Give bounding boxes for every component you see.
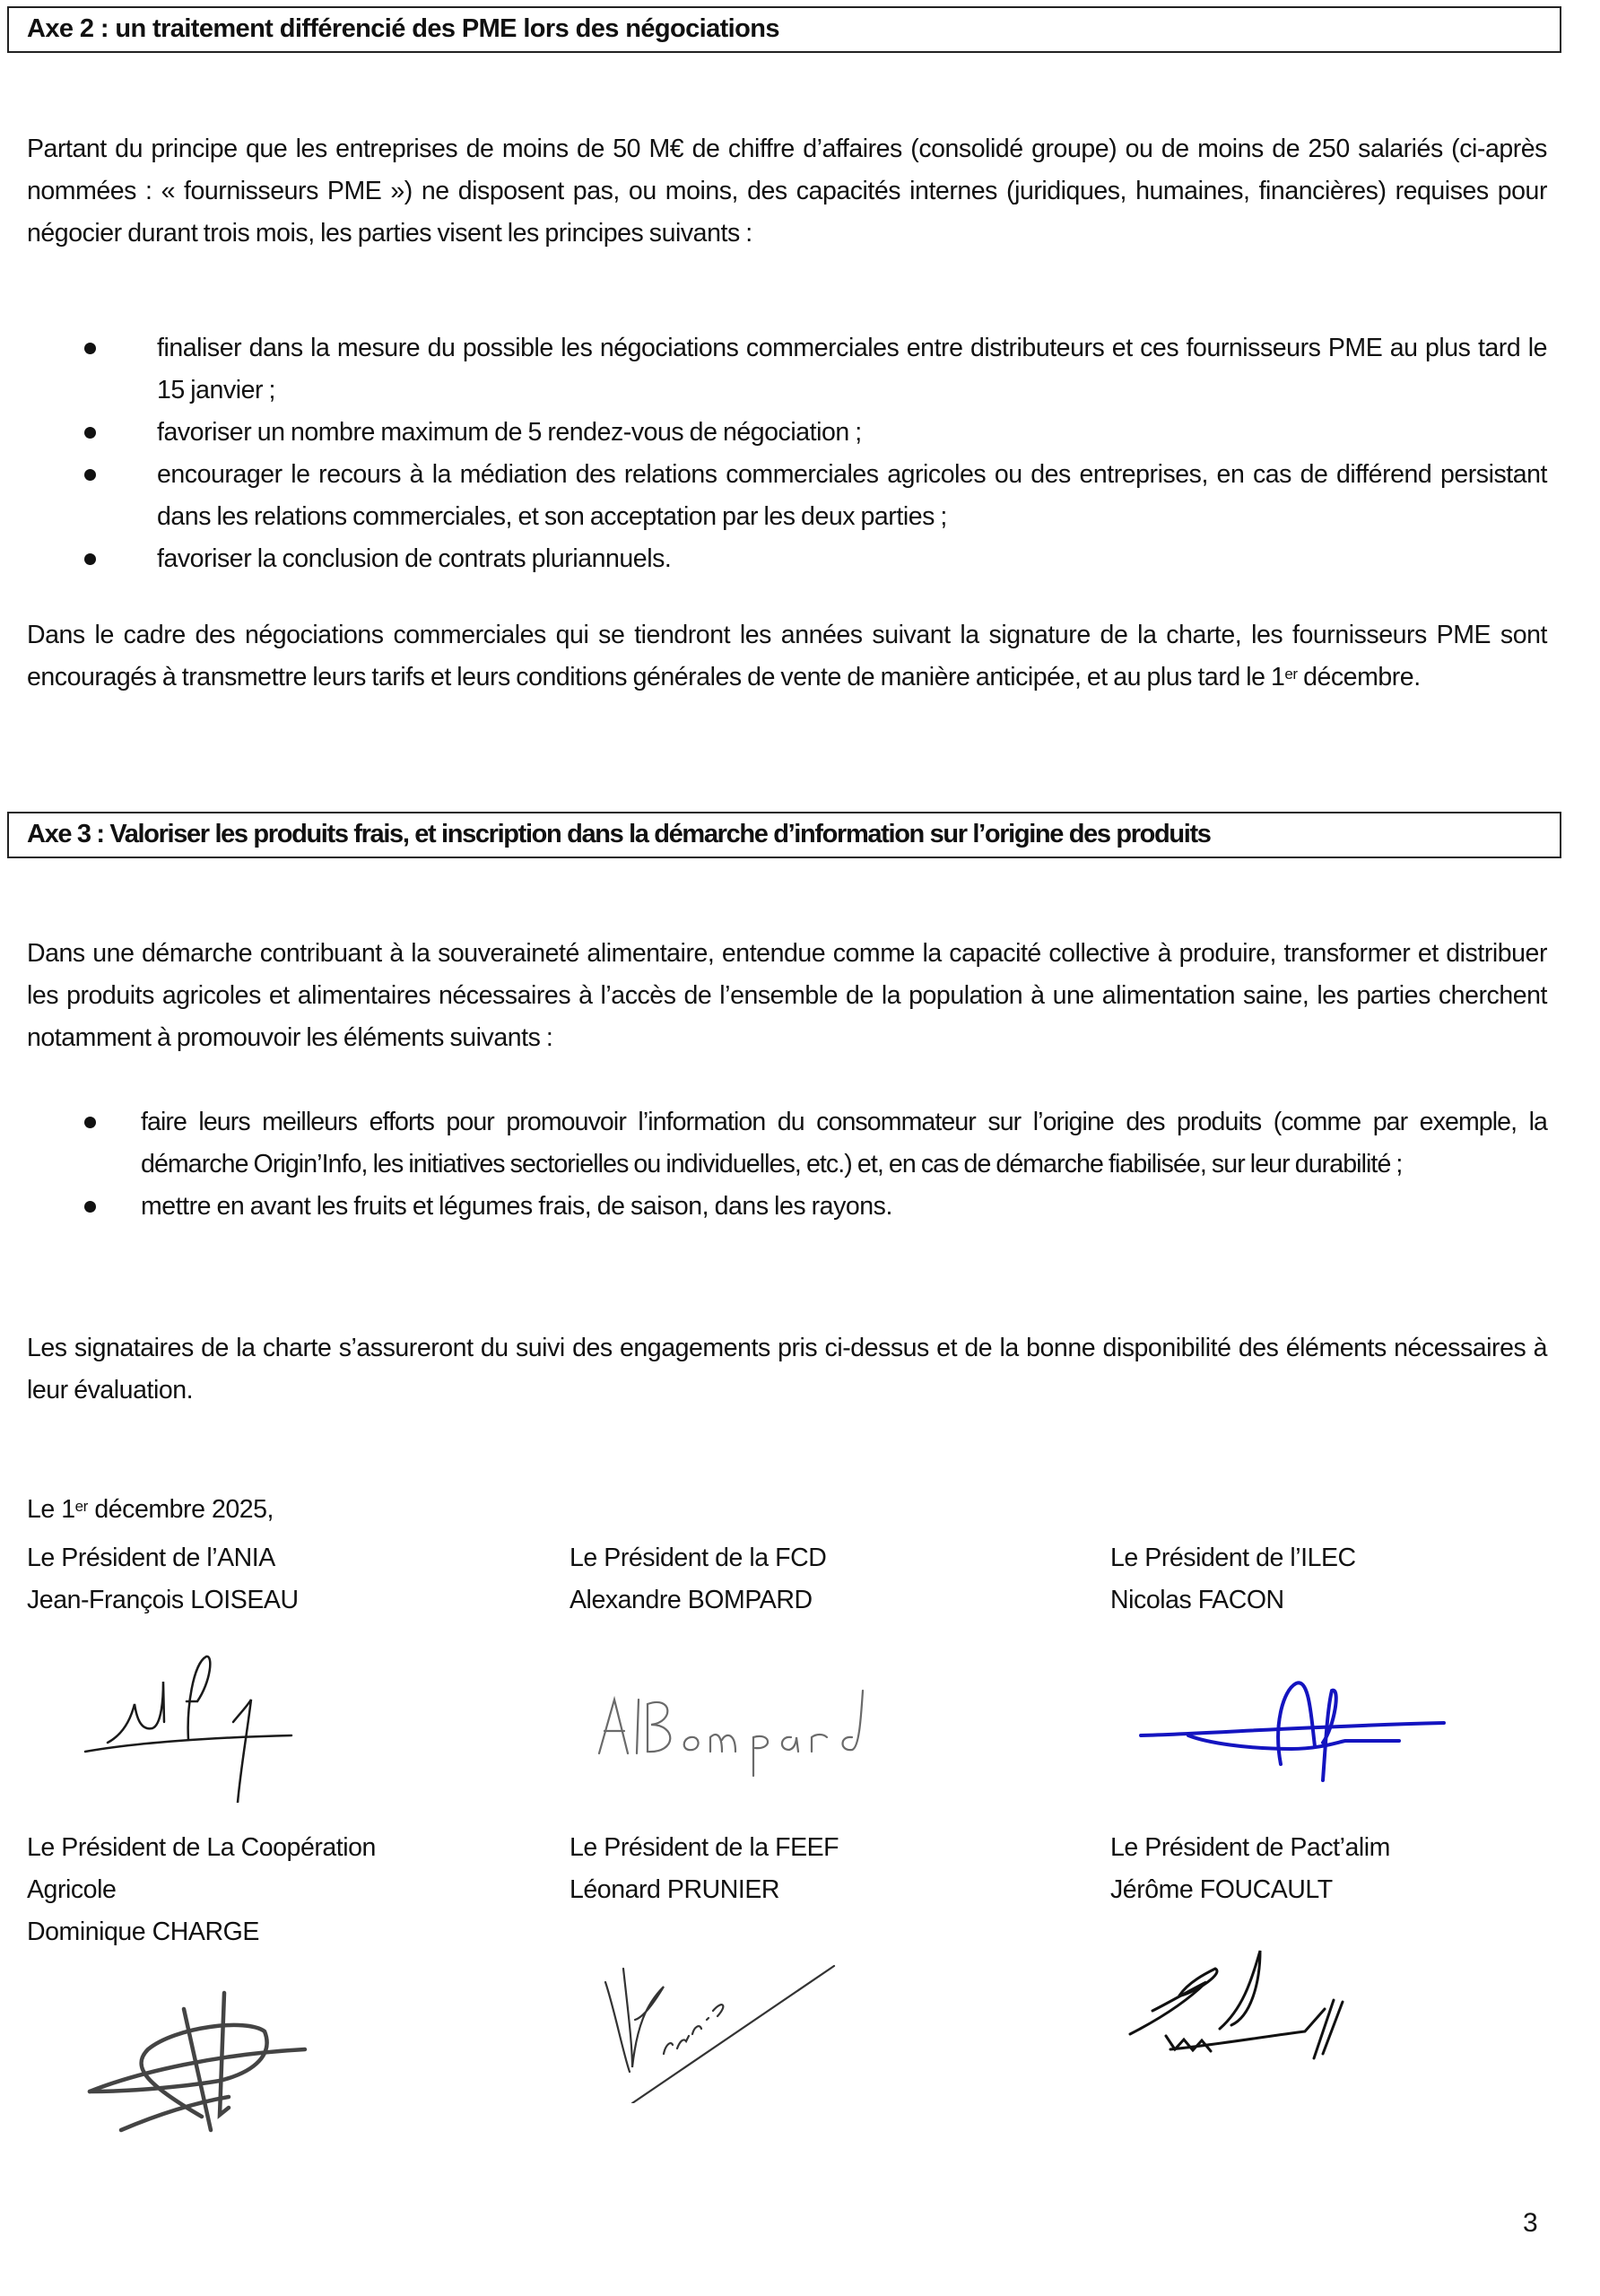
list-item: [0, 327, 1547, 412]
page-number: 3: [1523, 2208, 1538, 2238]
signatory-role: Le Président de Pact’alim: [1110, 1833, 1390, 1862]
date-text: Le 1: [27, 1495, 75, 1524]
list-item: [0, 1101, 1547, 1186]
signature-charge-icon: [85, 1982, 318, 2139]
list-item-text: mettre en avant les fruits et légumes frais, de saison, dans les rayons.: [141, 1192, 892, 1221]
signatory-role: Le Président de la FCD: [570, 1544, 827, 1572]
signatory-name: Alexandre BOMPARD: [570, 1586, 813, 1614]
signature-prunier-icon: [601, 1955, 852, 2103]
list-item: [0, 454, 1547, 538]
signatory-name: Jérôme FOUCAULT: [1110, 1875, 1333, 1904]
signatory-name: Nicolas FACON: [1110, 1586, 1284, 1614]
signatory-ania: [27, 1537, 299, 1622]
axe2-intro-paragraph: Partant du principe que les entreprises de moins de 50 M€ de chiffre d’affaires (consolidé groupe) ou de moins de 250 salariés (ci-après nommées : « fournisseurs PME ») ne disposent pas, ou moins, des capacités internes (juridiques, humaines, financières) requises pour négocier durant trois mois, les parties visent les principes suivants :: [27, 135, 1547, 248]
signature-loiseau-icon: [81, 1646, 296, 1803]
axe2-bullet-list: [0, 327, 1547, 580]
bullet-icon: [84, 427, 96, 439]
signatory-role: Le Président de La Coopération: [27, 1833, 376, 1862]
signatory-role: Le Président de la FEEF: [570, 1833, 839, 1862]
list-item-text: favoriser la conclusion de contrats pluriannuels.: [157, 544, 672, 573]
closing-text: Dans le cadre des négociations commerciales qui se tiendront les années suivant la signature de la charte, les fournisseurs PME sont encouragés à transmettre leurs tarifs et leurs conditions générales de vente de manière anticipée, et au plus tard le 1: [27, 621, 1547, 691]
bullet-icon: [84, 343, 96, 354]
axe3-intro-paragraph: Dans une démarche contribuant à la souveraineté alimentaire, entendue comme la capacité collective à produire, transformer et distribuer les produits agricoles et alimentaires nécessaires à l’accès de l’ensemble de la population à une alimentation saine, les parties cherchent notamment à promouvoir les éléments suivants :: [27, 939, 1547, 1052]
signatory-name: Jean-François LOISEAU: [27, 1586, 299, 1614]
list-item: [0, 412, 1547, 454]
axe3-bullet-list: [0, 1101, 1547, 1228]
list-item: [0, 538, 1547, 580]
axe3-closing-paragraph: Les signataires de la charte s’assureront du suivi des engagements pris ci-dessus et de la bonne disponibilité des éléments nécessaires à leur évaluation.: [27, 1334, 1547, 1405]
list-item-text: favoriser un nombre maximum de 5 rendez-vous de négociation ;: [157, 418, 862, 447]
axe2-heading: Axe 2 : un traitement différencié des PME lors des négociations: [27, 14, 779, 43]
axe2-closing-paragraph: [27, 614, 1547, 699]
list-item: [0, 1186, 1547, 1228]
list-item-text: encourager le recours à la médiation des relations commerciales agricoles ou des entreprises, en cas de différend persistant dans les relations commerciales, et son acceptation par les deux parties ;: [157, 460, 1547, 531]
bullet-icon: [84, 1117, 96, 1128]
date-text-end: décembre 2025,: [87, 1495, 274, 1524]
signatory-cooperation-agricole: [27, 1827, 376, 1953]
signature-facon-icon: [1139, 1664, 1462, 1789]
axe3-heading-box: [7, 812, 1561, 858]
signatory-name: Dominique CHARGE: [27, 1918, 259, 1946]
signature-foucault-icon: [1126, 1946, 1422, 2072]
list-item-text: faire leurs meilleurs efforts pour promouvoir l’information du consommateur sur l’origine des produits (comme par exemple, la démarche Origin’Info, les initiatives sectorielles ou individuelles, etc.) et, en cas de démarche fiabilisée, sur leur durabilité ;: [141, 1108, 1547, 1178]
list-item-text: finaliser dans la mesure du possible les négociations commerciales entre distributeurs et ces fournisseurs PME au plus tard le 15 janvier ;: [157, 334, 1547, 404]
signature-date: [27, 1489, 274, 1531]
signatory-role-continued: Agricole: [27, 1875, 117, 1904]
signatory-pactalim: [1110, 1827, 1390, 1911]
signatory-role: Le Président de l’ANIA: [27, 1544, 275, 1572]
bullet-icon: [84, 469, 96, 481]
ordinal-suffix: er: [74, 1498, 88, 1515]
signature-bompard-icon: [592, 1682, 915, 1780]
bullet-icon: [84, 1201, 96, 1213]
signatory-fcd: [570, 1537, 826, 1622]
closing-text-end: décembre.: [1297, 663, 1421, 691]
signatory-feef: [570, 1827, 839, 1911]
signatory-name: Léonard PRUNIER: [570, 1875, 780, 1904]
signatory-ilec: [1110, 1537, 1356, 1622]
ordinal-suffix: er: [1284, 665, 1298, 683]
signatory-role: Le Président de l’ILEC: [1110, 1544, 1356, 1572]
bullet-icon: [84, 553, 96, 565]
axe2-heading-box: [7, 6, 1561, 53]
axe3-heading: Axe 3 : Valoriser les produits frais, et inscription dans la démarche d’information sur l’origine des produits: [27, 820, 1211, 848]
